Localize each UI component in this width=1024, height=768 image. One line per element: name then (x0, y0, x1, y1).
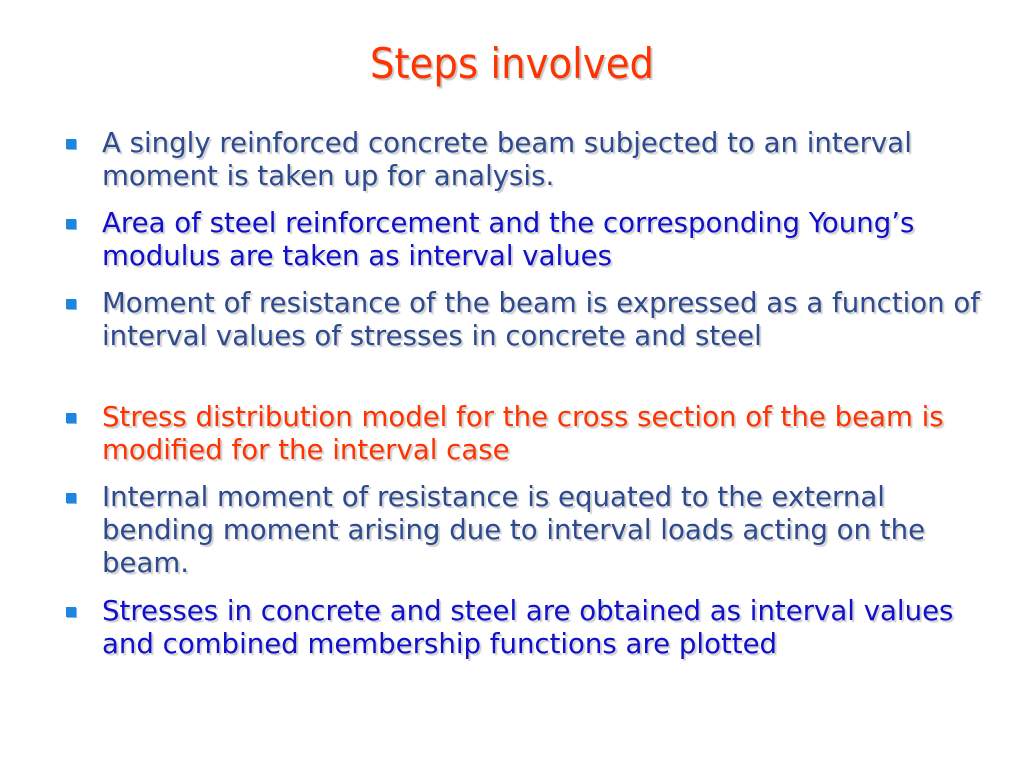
bullet-text: Internal moment of resistance is equated to the external bending moment arising due to interval loads acting on the beam. (102, 480, 926, 579)
bullet-text: Moment of resistance of the beam is expressed as a function of interval values of stresses in concrete and steel (102, 286, 981, 352)
square-bullet-icon (66, 139, 76, 149)
bullet-text: Stress distribution model for the cross section of the beam is modified for the interval case (102, 400, 944, 466)
square-bullet-icon (66, 219, 76, 229)
bullet-text: Area of steel reinforcement and the corresponding Young’s modulus are taken as interval values (102, 206, 915, 272)
square-bullet-icon (66, 299, 76, 309)
bullet-text: Stresses in concrete and steel are obtained as interval values and combined membership functions are plotted (102, 594, 954, 660)
square-bullet-icon (66, 413, 76, 423)
square-bullet-icon (66, 607, 76, 617)
bullet-text: A singly reinforced concrete beam subjected to an interval moment is taken up for analysis. (102, 126, 912, 192)
square-bullet-icon (66, 493, 76, 503)
slide-title: Steps involved (369, 39, 655, 88)
